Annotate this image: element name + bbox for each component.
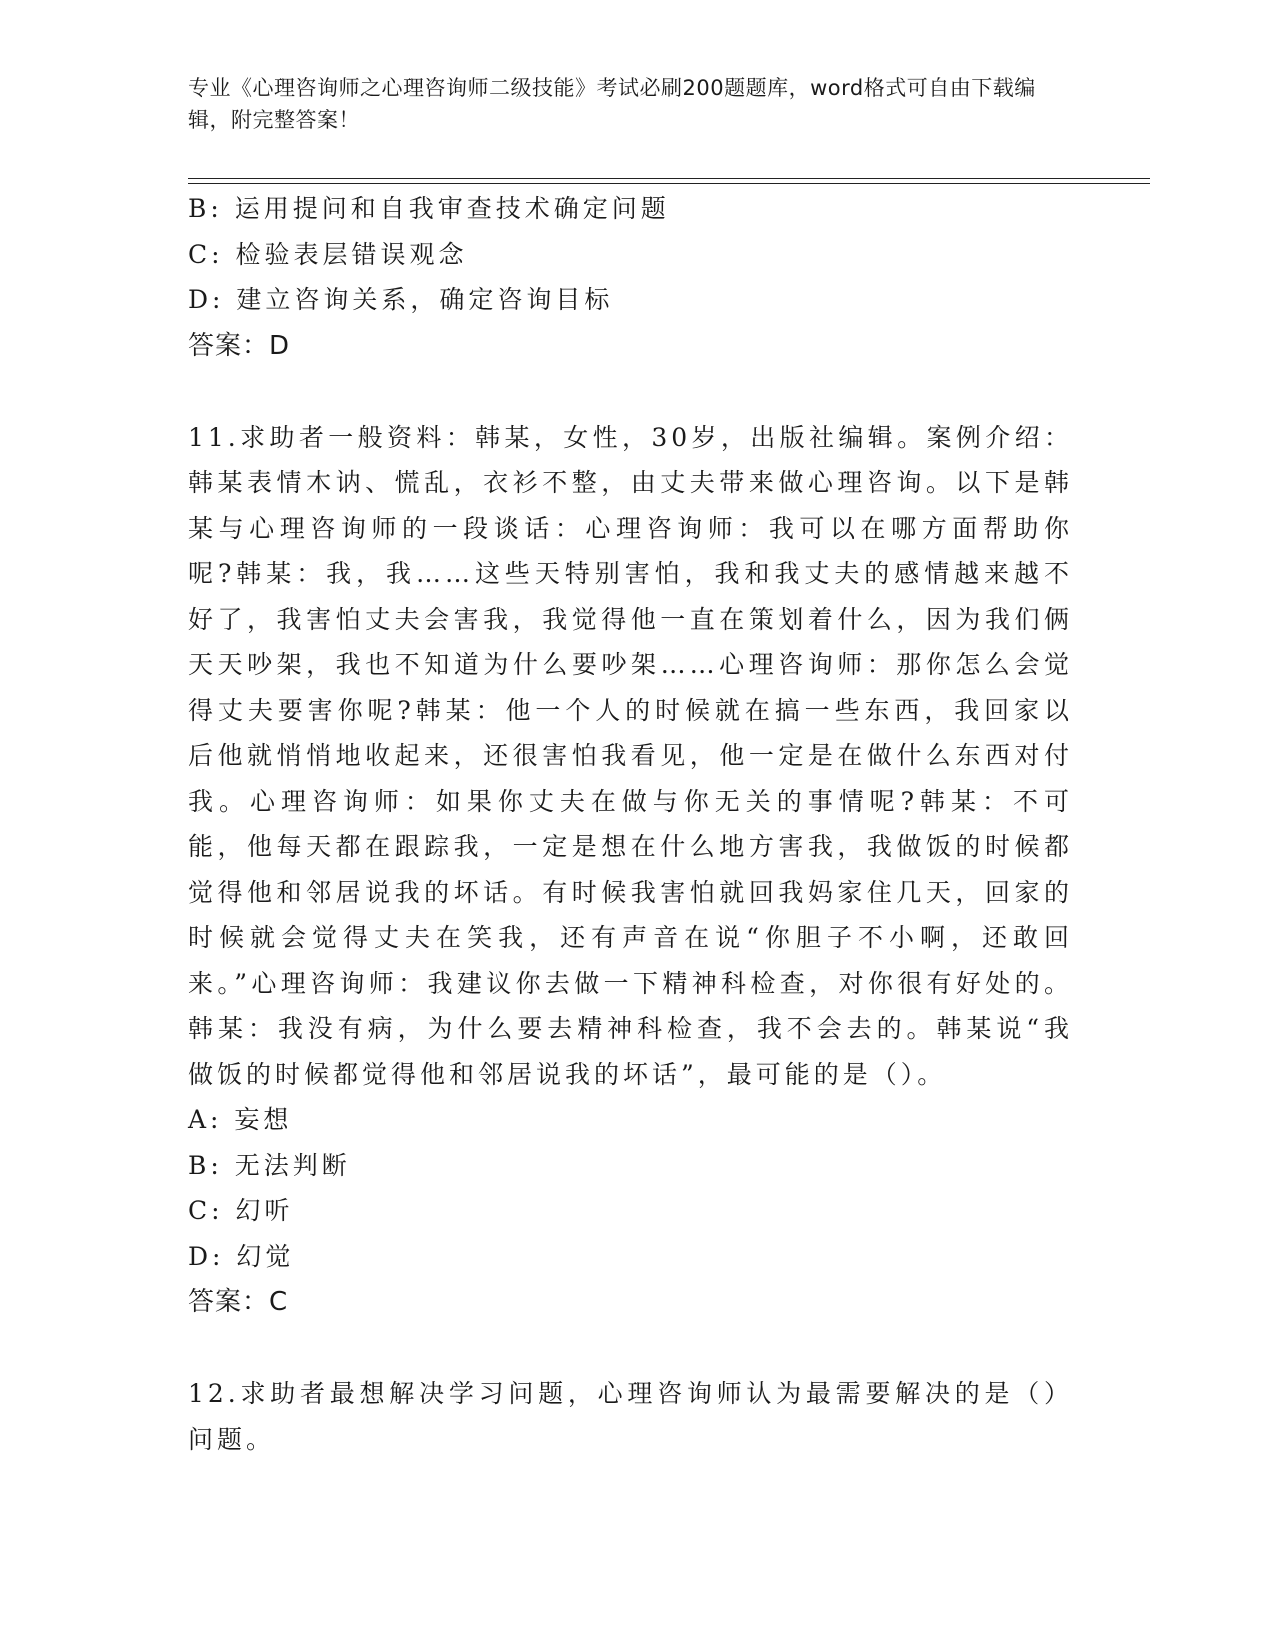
q11-option-d: D: 幻觉 [188, 1241, 295, 1271]
q12-stem: 12.求助者最想解决学习问题，心理咨询师认为最需要解决的是（）问题。 [188, 1379, 1073, 1454]
question-spacer [188, 1325, 1088, 1371]
q11-stem: 11.求助者一般资料：韩某，女性，30岁，出版社编辑。案例介绍：韩某表情木讷、慌乱，衣衫不整，由丈夫带来做心理咨询。以下是韩某与心理咨询师的一段谈话：心理咨询师：我可以在哪方面帮助你呢?韩某：我，我……这些天特别害怕，我和我丈夫的感情越来越不好了，我害怕丈夫会害我，我觉得他一直在策划着什么，因为我们俩天天吵架，我也不知道为什么要吵架……心理咨询师：那你怎么会觉得丈夫要害你呢?韩某：他一个人的时候就在搞一些东西，我回家以后他就悄悄地收起来，还很害怕我看见，他一定是在做什么东西对付我。心理咨询师：如果你丈夫在做与你无关的事情呢?韩某：不可能，他每天都在跟踪我，一定是想在什么地方害我，我做饭的时候都觉得他和邻居说我的坏话。有时候我害怕就回我妈家住几天，回家的时候就会觉得丈夫在笑我，还有声音在说“你胆子不小啊，还敢回来。”心理咨询师：我建议你去做一下精神科检查，对你很有好处的。韩某：我没有病，为什么要去精神科检查，我不会去的。韩某说“我做饭的时候都觉得他和邻居说我的坏话”，最可能的是（）。 [188, 422, 1073, 1089]
q10-option-b: B: 运用提问和自我审查技术确定问题 [188, 194, 670, 223]
q11-answer: 答案：C [188, 1287, 289, 1317]
q11-option-c: C: 幻听 [188, 1196, 294, 1225]
header-divider-bottom [188, 183, 1150, 184]
document-body [188, 186, 1088, 1462]
q11-option-b: B: 无法判断 [188, 1150, 351, 1180]
page-header: 专业《心理咨询师之心理咨询师二级技能》考试必刷200题题库，word格式可自由下载编辑，附完整答案！ [188, 76, 1036, 132]
q10-answer: 答案：D [188, 330, 291, 361]
header-divider-top [188, 178, 1150, 179]
q11-option-a: A: 妄想 [188, 1105, 293, 1134]
q10-option-d: D: 建立咨询关系，确定咨询目标 [188, 285, 614, 314]
q10-option-c: C: 检验表层错误观念 [188, 239, 468, 269]
question-spacer [188, 369, 1088, 415]
